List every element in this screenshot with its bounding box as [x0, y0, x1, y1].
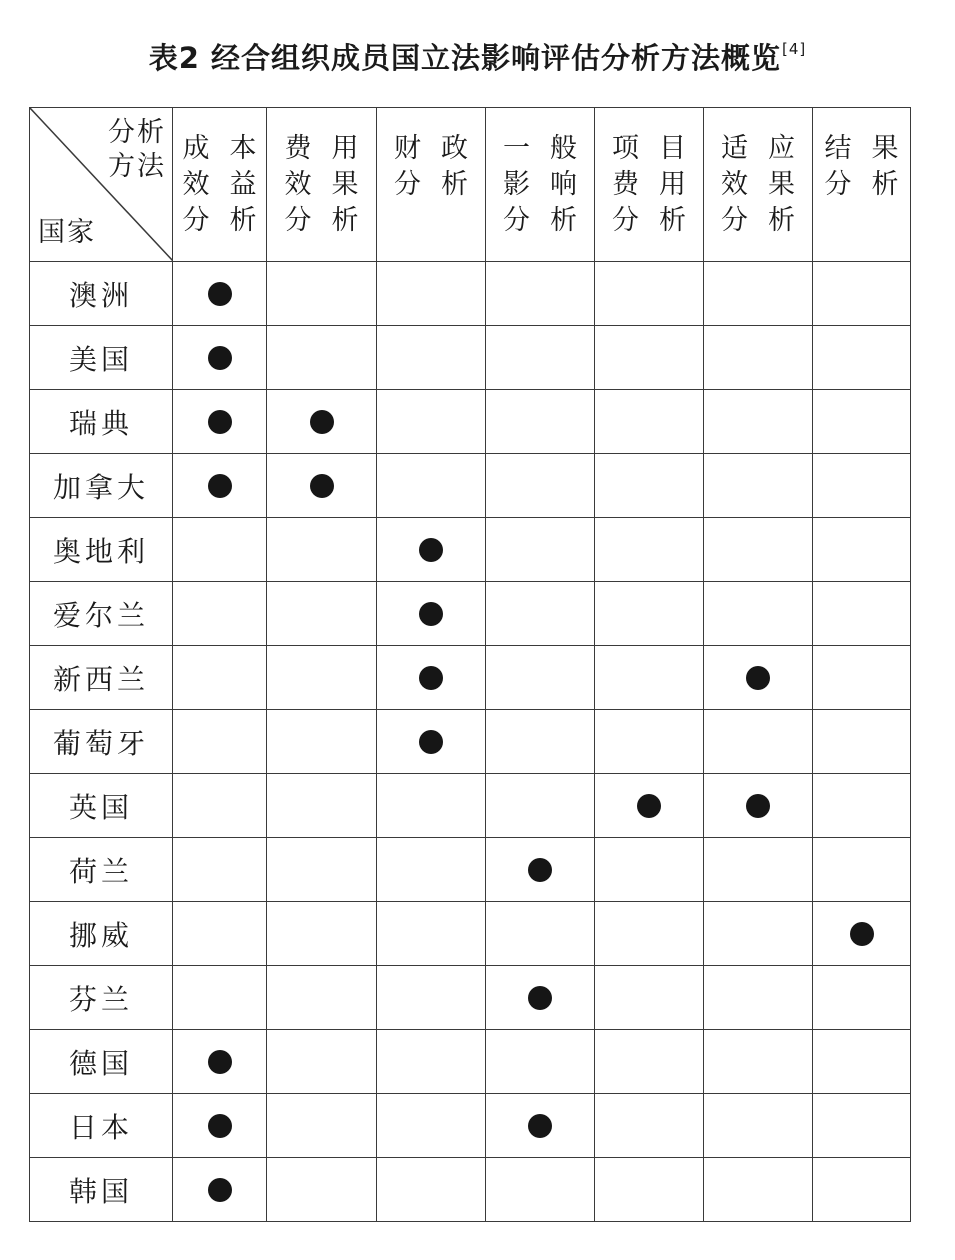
table-row — [30, 1030, 911, 1094]
column-header-line: 影响 — [503, 168, 577, 200]
country-cell: 爱尔兰 — [30, 582, 173, 646]
method-cell — [486, 838, 595, 902]
method-cell — [704, 454, 813, 518]
column-header-line: 效果 — [284, 168, 359, 200]
method-cell — [813, 774, 911, 838]
table-row — [30, 838, 911, 902]
method-cell — [595, 966, 704, 1030]
method-cell — [486, 646, 595, 710]
column-header — [486, 108, 595, 262]
method-cell — [595, 902, 704, 966]
filled-dot-icon — [310, 410, 334, 434]
analysis-methods-table — [29, 107, 911, 1222]
column-header-line: 费用 — [284, 132, 359, 164]
method-cell — [267, 838, 377, 902]
filled-dot-icon — [310, 474, 334, 498]
method-cell — [173, 646, 267, 710]
method-cell — [813, 1030, 911, 1094]
filled-dot-icon — [208, 1178, 232, 1202]
method-cell — [704, 1158, 813, 1222]
column-header — [377, 108, 486, 262]
method-cell — [704, 838, 813, 902]
filled-dot-icon — [528, 986, 552, 1010]
method-cell — [173, 774, 267, 838]
country-cell: 德国 — [30, 1030, 173, 1094]
method-cell — [704, 1030, 813, 1094]
method-cell — [377, 710, 486, 774]
column-header-line: 分析 — [612, 204, 686, 236]
method-cell — [813, 262, 911, 326]
method-cell — [173, 902, 267, 966]
method-cell — [595, 1094, 704, 1158]
method-cell — [813, 582, 911, 646]
filled-dot-icon — [528, 1114, 552, 1138]
table-row — [30, 518, 911, 582]
method-cell — [267, 1030, 377, 1094]
method-cell — [813, 1094, 911, 1158]
table-title — [0, 36, 955, 77]
country-cell: 加拿大 — [30, 454, 173, 518]
column-header — [267, 108, 377, 262]
country-cell: 新西兰 — [30, 646, 173, 710]
column-header-line: 效益 — [182, 168, 257, 200]
method-cell — [486, 774, 595, 838]
corner-country-label: 国家 — [38, 217, 96, 248]
filled-dot-icon — [208, 1114, 232, 1138]
method-cell — [595, 774, 704, 838]
method-cell — [704, 646, 813, 710]
corner-header-cell — [30, 108, 173, 262]
filled-dot-icon — [419, 538, 443, 562]
method-cell — [704, 710, 813, 774]
table-row — [30, 454, 911, 518]
method-cell — [486, 518, 595, 582]
method-cell — [813, 518, 911, 582]
method-cell — [267, 390, 377, 454]
filled-dot-icon — [637, 794, 661, 818]
method-cell — [377, 1158, 486, 1222]
filled-dot-icon — [528, 858, 552, 882]
method-cell — [813, 326, 911, 390]
country-cell: 挪威 — [30, 902, 173, 966]
column-header-line: 分析 — [182, 204, 257, 236]
table-row — [30, 710, 911, 774]
method-cell — [595, 1030, 704, 1094]
table-row — [30, 902, 911, 966]
method-cell — [704, 262, 813, 326]
filled-dot-icon — [850, 922, 874, 946]
column-header — [813, 108, 911, 262]
country-cell: 日本 — [30, 1094, 173, 1158]
column-header-line: 一般 — [503, 132, 577, 164]
method-cell — [704, 902, 813, 966]
method-cell — [173, 1030, 267, 1094]
corner-method-line1: 分析 — [108, 117, 166, 148]
method-cell — [267, 646, 377, 710]
method-cell — [267, 262, 377, 326]
method-cell — [267, 582, 377, 646]
method-cell — [486, 1158, 595, 1222]
table-title-text: 表2 经合组织成员国立法影响评估分析方法概览 — [148, 41, 782, 75]
method-cell — [377, 1030, 486, 1094]
table-row — [30, 1094, 911, 1158]
country-cell: 荷兰 — [30, 838, 173, 902]
column-header-line: 成本 — [182, 132, 257, 164]
method-cell — [173, 1158, 267, 1222]
method-cell — [267, 902, 377, 966]
method-cell — [595, 582, 704, 646]
filled-dot-icon — [208, 474, 232, 498]
method-cell — [595, 518, 704, 582]
method-cell — [377, 454, 486, 518]
method-cell — [704, 582, 813, 646]
method-cell — [486, 966, 595, 1030]
column-header-line: 分析 — [824, 168, 899, 200]
column-header-line: 费用 — [612, 168, 686, 200]
method-cell — [377, 262, 486, 326]
column-header — [595, 108, 704, 262]
method-cell — [595, 454, 704, 518]
method-cell — [486, 1030, 595, 1094]
filled-dot-icon — [208, 410, 232, 434]
reference-mark: [4] — [782, 40, 807, 58]
method-cell — [813, 902, 911, 966]
method-cell — [486, 902, 595, 966]
method-cell — [267, 966, 377, 1030]
method-cell — [377, 326, 486, 390]
method-cell — [267, 1158, 377, 1222]
method-cell — [595, 646, 704, 710]
country-cell: 芬兰 — [30, 966, 173, 1030]
column-header-line: 财政 — [394, 132, 468, 164]
method-cell — [173, 390, 267, 454]
column-header-line: 效果 — [721, 168, 795, 200]
filled-dot-icon — [208, 1050, 232, 1074]
corner-method-label — [108, 116, 166, 184]
method-cell — [173, 582, 267, 646]
method-cell — [595, 262, 704, 326]
column-header-line: 适应 — [721, 132, 795, 164]
method-cell — [486, 710, 595, 774]
method-cell — [173, 1094, 267, 1158]
method-cell — [595, 710, 704, 774]
method-cell — [173, 838, 267, 902]
method-cell — [704, 966, 813, 1030]
method-cell — [595, 1158, 704, 1222]
header-row — [30, 108, 911, 262]
country-cell: 瑞典 — [30, 390, 173, 454]
column-header-line: 分析 — [284, 204, 359, 236]
method-cell — [377, 1094, 486, 1158]
method-cell — [813, 710, 911, 774]
column-header — [173, 108, 267, 262]
method-cell — [377, 902, 486, 966]
method-cell — [377, 582, 486, 646]
method-cell — [173, 710, 267, 774]
column-header-line: 项目 — [612, 132, 686, 164]
table-row — [30, 390, 911, 454]
method-cell — [813, 390, 911, 454]
country-cell: 澳洲 — [30, 262, 173, 326]
column-header-line: 分析 — [503, 204, 577, 236]
method-cell — [486, 1094, 595, 1158]
method-cell — [486, 262, 595, 326]
method-cell — [173, 966, 267, 1030]
method-cell — [377, 838, 486, 902]
method-cell — [173, 262, 267, 326]
method-cell — [595, 326, 704, 390]
method-cell — [486, 582, 595, 646]
table-row — [30, 326, 911, 390]
filled-dot-icon — [746, 666, 770, 690]
country-cell: 英国 — [30, 774, 173, 838]
table-row — [30, 262, 911, 326]
filled-dot-icon — [419, 666, 443, 690]
table-row — [30, 966, 911, 1030]
method-cell — [595, 390, 704, 454]
country-cell: 韩国 — [30, 1158, 173, 1222]
method-cell — [813, 838, 911, 902]
method-cell — [377, 390, 486, 454]
column-header — [704, 108, 813, 262]
method-cell — [486, 390, 595, 454]
method-cell — [267, 774, 377, 838]
method-cell — [813, 454, 911, 518]
method-cell — [377, 646, 486, 710]
method-cell — [173, 518, 267, 582]
method-cell — [267, 710, 377, 774]
method-cell — [813, 966, 911, 1030]
table-row — [30, 1158, 911, 1222]
method-cell — [377, 518, 486, 582]
method-cell — [704, 774, 813, 838]
column-header-line: 结果 — [824, 132, 899, 164]
filled-dot-icon — [419, 730, 443, 754]
method-cell — [267, 1094, 377, 1158]
method-cell — [377, 966, 486, 1030]
country-cell: 葡萄牙 — [30, 710, 173, 774]
method-cell — [267, 326, 377, 390]
method-cell — [813, 1158, 911, 1222]
method-cell — [377, 774, 486, 838]
filled-dot-icon — [208, 346, 232, 370]
method-cell — [704, 1094, 813, 1158]
method-cell — [486, 326, 595, 390]
method-cell — [486, 454, 595, 518]
method-cell — [813, 646, 911, 710]
filled-dot-icon — [746, 794, 770, 818]
table-body — [30, 262, 911, 1222]
country-cell: 美国 — [30, 326, 173, 390]
column-header-line: 分析 — [721, 204, 795, 236]
method-cell — [704, 518, 813, 582]
filled-dot-icon — [208, 282, 232, 306]
method-cell — [173, 326, 267, 390]
filled-dot-icon — [419, 602, 443, 626]
method-cell — [267, 518, 377, 582]
country-cell: 奥地利 — [30, 518, 173, 582]
table-row — [30, 646, 911, 710]
corner-method-line2: 方法 — [108, 151, 166, 182]
table-row — [30, 582, 911, 646]
method-cell — [267, 454, 377, 518]
method-cell — [704, 390, 813, 454]
method-cell — [173, 454, 267, 518]
table-row — [30, 774, 911, 838]
method-cell — [704, 326, 813, 390]
column-header-line: 分析 — [394, 168, 468, 200]
method-cell — [595, 838, 704, 902]
